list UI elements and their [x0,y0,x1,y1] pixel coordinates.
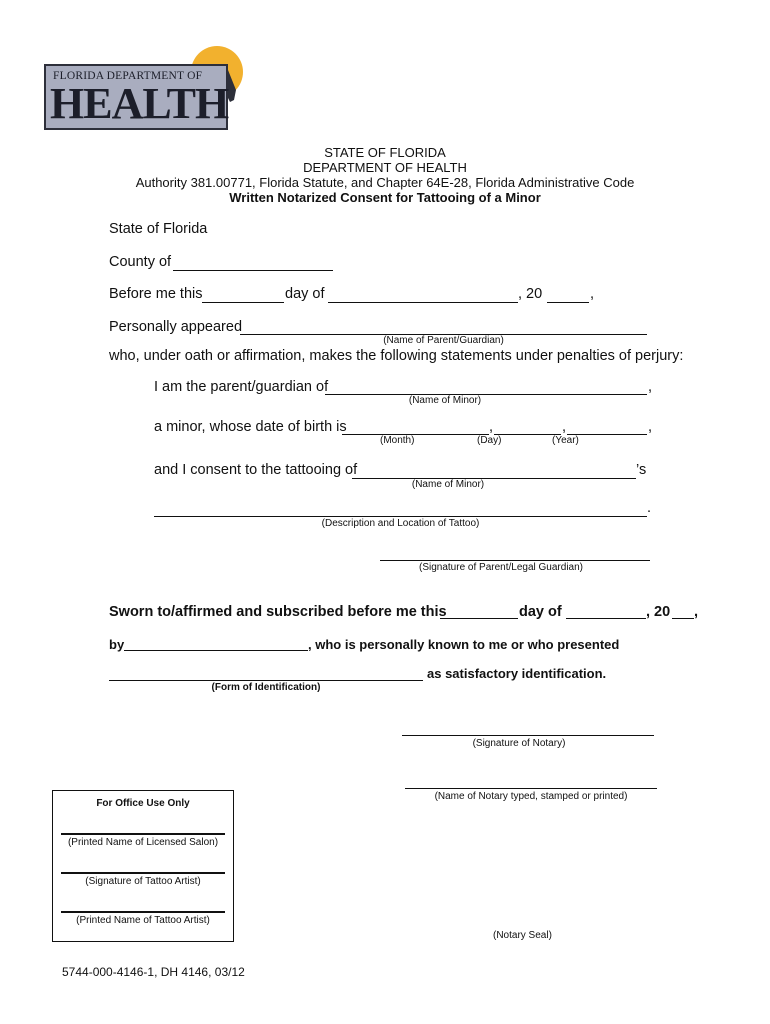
header-department: DEPARTMENT OF HEALTH [303,160,467,175]
satisfactory-text: as satisfactory identification. [427,666,607,681]
tattoo-description-field[interactable] [154,516,647,517]
office-use-title: For Office Use Only [96,798,190,809]
header-authority: Authority 381.00771, Florida Statute, and Chapter 64E-28, Florida Administrative Code [135,175,635,190]
year-field[interactable] [547,302,589,303]
header-state: STATE OF FLORIDA [324,145,446,160]
personally-appeared-label: Personally appeared [109,319,243,335]
form-id-caption: (Form of Identification) [211,682,321,693]
comma: , [694,604,699,620]
parent-signature-caption: (Signature of Parent/Legal Guardian) [419,562,583,573]
month-caption: (Month) [380,435,415,446]
identification-field[interactable] [109,680,423,681]
comma: , [489,419,494,435]
comma: , [648,379,653,395]
sworn-month-field[interactable] [566,618,646,619]
artist-signature-field[interactable] [61,872,225,874]
by-label: by [109,637,125,652]
known-text: , who is personally known to me or who presented [308,637,620,652]
sworn-day-field[interactable] [440,618,518,619]
artist-name-field[interactable] [61,911,225,913]
sworn-year-prefix: , 20 [646,604,671,620]
tattoo-caption: (Description and Location of Tattoo) [321,518,480,529]
dob-month-field[interactable] [342,434,489,435]
possessive: ’s [636,462,647,478]
logo-box [44,64,228,130]
form-number: 5744-000-4146-1, DH 4146, 03/12 [62,965,245,979]
consent-label: and I consent to the tattooing of [154,462,358,478]
year-caption: (Year) [552,435,579,446]
comma: , [648,419,653,435]
comma: , [562,419,567,435]
notary-seal-caption: (Notary Seal) [493,930,552,941]
year-prefix: , 20 [518,286,543,302]
county-label: County of [109,254,172,270]
parent-signature-field[interactable] [380,560,650,561]
minor-name-caption-2: (Name of Minor) [411,479,485,490]
artist-signature-caption: (Signature of Tattoo Artist) [85,876,201,887]
by-name-field[interactable] [124,650,308,651]
artist-name-caption: (Printed Name of Tattoo Artist) [76,915,210,926]
notary-signature-caption: (Signature of Notary) [472,738,566,749]
parent-name-caption: (Name of Parent/Guardian) [383,335,504,346]
notary-name-caption: (Name of Notary typed, stamped or printed) [434,791,628,802]
day-field[interactable] [202,302,284,303]
notary-signature-field[interactable] [402,735,654,736]
day-caption: (Day) [477,435,502,446]
sworn-label: Sworn to/affirmed and subscribed before me this [109,604,447,620]
logo-line2: HEALTH [50,79,229,128]
month-field[interactable] [328,302,518,303]
period: . [647,500,652,516]
sworn-day-of-label: day of [519,604,562,620]
oath-statement: who, under oath or affirmation, makes the following statements under penalties of perjury: [109,348,684,364]
salon-name-caption: (Printed Name of Licensed Salon) [67,837,219,848]
dept-health-logo [44,44,254,132]
state-label: State of Florida [109,221,208,237]
notary-name-field[interactable] [405,788,657,789]
comma: , [590,286,595,302]
sworn-year-field[interactable] [672,618,694,619]
minor-name-caption: (Name of Minor) [408,395,482,406]
dob-label: a minor, whose date of birth is [154,419,347,435]
salon-name-field[interactable] [61,833,225,835]
dob-day-field[interactable] [494,434,561,435]
logo-line1: FLORIDA DEPARTMENT OF [53,70,203,82]
parent-of-label: I am the parent/guardian of [154,379,329,395]
page-title: Written Notarized Consent for Tattooing of a Minor [229,190,541,205]
dob-year-field[interactable] [567,434,647,435]
office-use-box [52,790,234,942]
day-of-label: day of [285,286,325,302]
county-field[interactable] [173,270,333,271]
before-me-label: Before me this [109,286,203,302]
